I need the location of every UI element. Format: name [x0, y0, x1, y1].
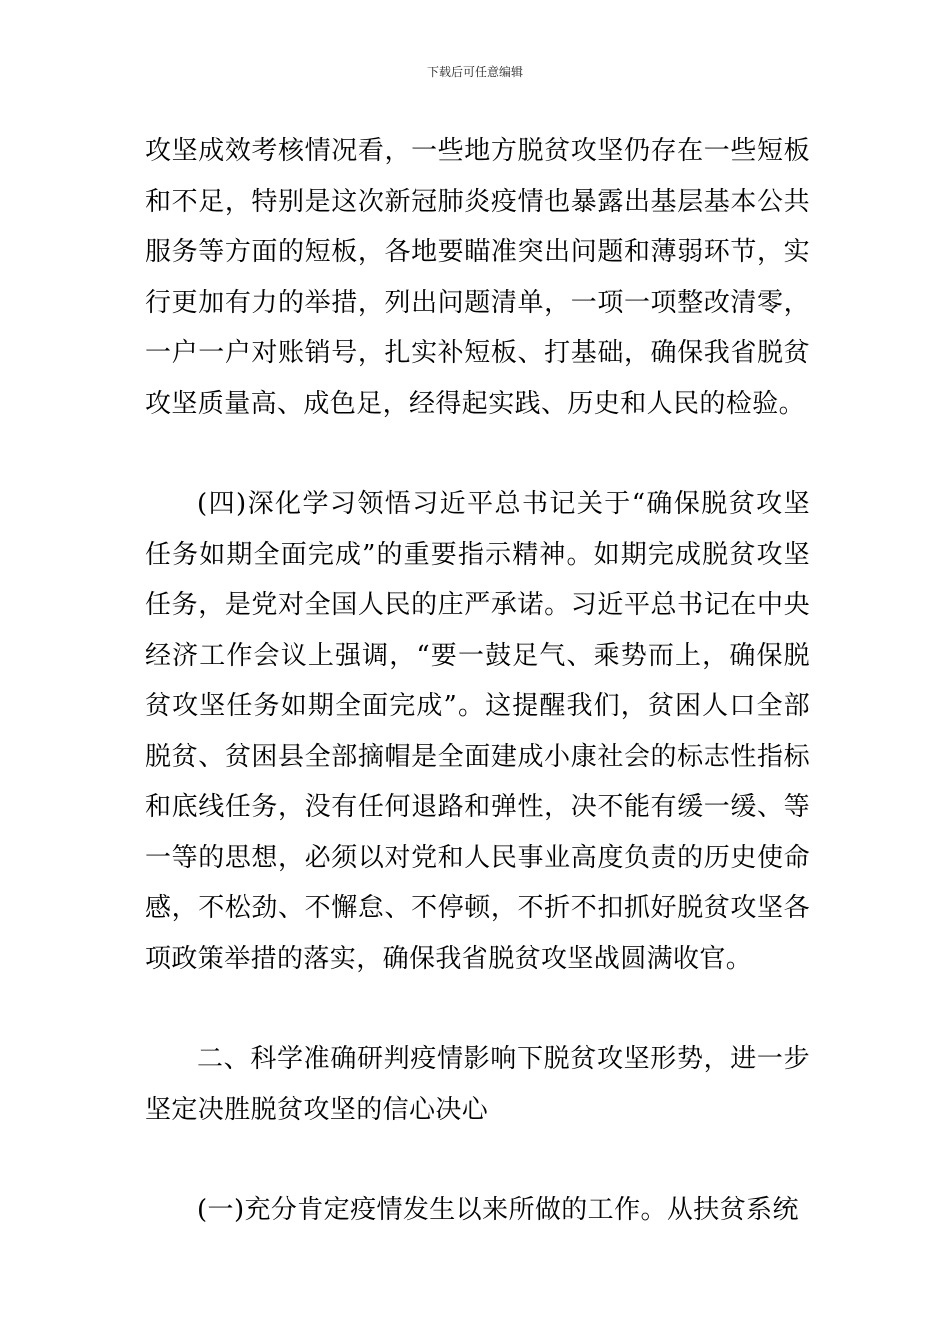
paragraph-section-four: (四)深化学习领悟习近平总书记关于“确保脱贫攻坚任务如期全面完成”的重要指示精神。如期完成脱贫攻坚任务，是党对全国人民的庄严承诺。习近平总书记在中央经济工作会议上强调，“要一鼓足气、乘势而上，确保脱贫攻坚任务如期全面完成”。这提醒我们，贫困人口全部脱贫、贫困县全部摘帽是全面建成小康社会的标志性指标和底线任务，没有任何退路和弹性，决不能有缓一缓、等一等的思想，必须以对党和人民事业高度负责的历史使命感，不松劲、不懈怠、不停顿，不折不扣抓好脱贫攻坚各项政策举措的落实，确保我省脱贫攻坚战圆满收官。	[145, 489, 810, 974]
page-header: 下载后可任意编辑	[426, 65, 523, 79]
paragraph-subsection-one: (一)充分肯定疫情发生以来所做的工作。从扶贫系统	[197, 1195, 799, 1225]
paragraph-continuation: 攻坚成效考核情况看，一些地方脱贫攻坚仍存在一些短板和不足，特别是这次新冠肺炎疫情也暴露出基层基本公共服务等方面的短板，各地要瞄准突出问题和薄弱环节，实行更加有力的举措，列出问题清单，一项一项整改清零，一户一户对账销号，扎实补短板、打基础，确保我省脱贫攻坚质量高、成色足，经得起实践、历史和人民的检验。	[145, 136, 810, 419]
document-body	[145, 126, 810, 1236]
section-heading-two: 二、科学准确研判疫情影响下脱贫攻坚形势，进一步坚定决胜脱贫攻坚的信心决心	[145, 1044, 810, 1125]
